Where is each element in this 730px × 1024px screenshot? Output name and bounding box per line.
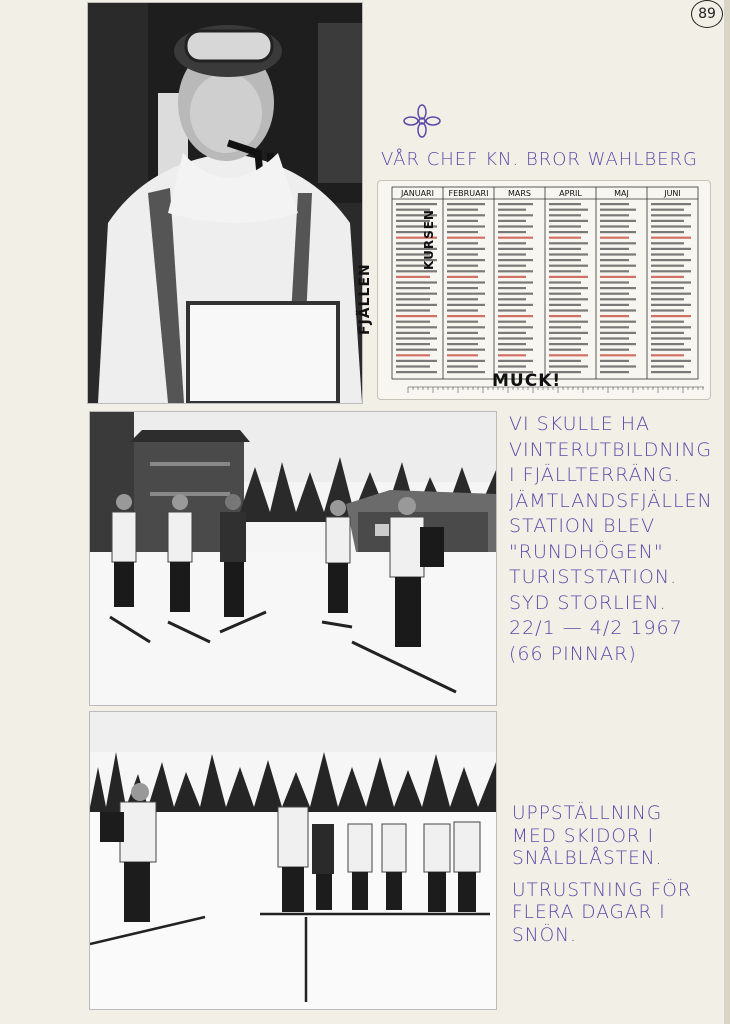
portrait-photo [87, 2, 363, 404]
caption-middle-line: SYD STORLIEN. [509, 591, 667, 614]
flower-doodle-icon [403, 104, 441, 138]
caption-middle [509, 412, 713, 667]
caption-bottom-line: UPPSTÄLLNING [512, 803, 663, 824]
caption-middle-line: 22/1 — 4/2 1967 [509, 617, 683, 639]
calendar-scribble-fjallen: FJÄLLEN [357, 263, 373, 335]
caption-bottom-line: FLERA DAGAR I [512, 902, 666, 923]
caption-middle-line: I FJÄLLTERRÄNG. [509, 464, 681, 486]
skiers-cabin-photo [89, 411, 497, 706]
caption-middle-line: VINTERUTBILDNING [509, 438, 713, 461]
calendar-scribble-kursen: KURSEN [422, 209, 436, 270]
page-number: 89 [691, 0, 723, 28]
calendar-month-header: MAJ [614, 189, 629, 198]
caption-bottom-line: UTRUSTNING FÖR [512, 879, 692, 901]
calendar-month-header: FEBRUARI [448, 189, 489, 198]
calendar-scribble-muck: MUCK! [492, 371, 562, 391]
page-edge [724, 0, 730, 1024]
caption-top: VÅR CHEF KN. BROR WAHLBERG [381, 149, 698, 170]
caption-bottom [512, 803, 692, 947]
calendar-month-header: JANUARI [401, 189, 434, 198]
caption-middle-line: "RUNDHÖGEN" [509, 540, 664, 563]
calendar-month-header: JUNI [664, 189, 681, 198]
caption-bottom-line: MED SKIDOR I [512, 825, 655, 847]
caption-middle-line: (66 PINNAR) [509, 642, 637, 665]
caption-middle-line: JÄMTLANDSFJÄLLEN [509, 489, 713, 512]
calendar-month-header: MARS [507, 189, 532, 198]
caption-bottom-line: SNÖN. [512, 924, 577, 946]
calendar-month-header: APRIL [559, 189, 582, 198]
caption-middle-line: STATION BLEV [509, 515, 656, 537]
caption-middle-line: TURISTSTATION. [509, 566, 678, 588]
skiers-lineup-photo [89, 711, 497, 1010]
caption-middle-line: VI SKULLE HA [509, 413, 651, 435]
caption-bottom-line: SNÅLBLÅSTEN. [512, 848, 663, 869]
